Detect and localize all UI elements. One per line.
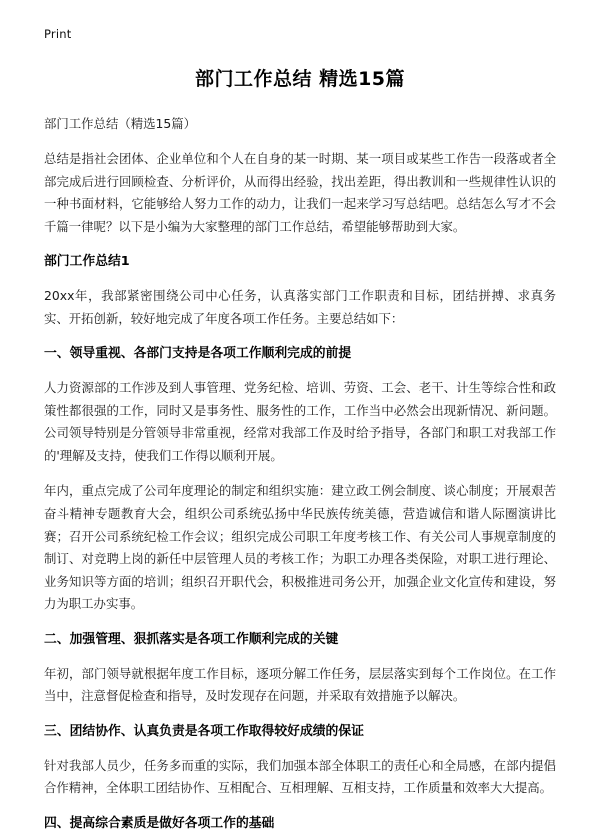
- section-heading: 二、加强管理、狠抓落实是各项工作顺利完成的关键: [44, 631, 339, 647]
- section-heading: 三、团结协作、认真负责是各项工作取得较好成绩的保证: [44, 723, 364, 739]
- section-heading: 一、领导重视、各部门支持是各项工作顺利完成的前提: [44, 346, 352, 362]
- body-paragraph: 针对我部人员少，任务多而重的实际，我们加强本部全体职工的责任心和全局感，在部内提倡合作精神，全体职工团结协作、互相配合、互相理解、互相支持，工作质量和效率大大提高。: [44, 757, 556, 796]
- print-button[interactable]: Print: [44, 27, 72, 41]
- body-paragraph: 20xx年，我部紧密围绕公司中心任务，认真落实部门工作职责和目标，团结拼搏、求真务实、开拓创新，较好地完成了年度各项工作任务。主要总结如下：: [44, 288, 556, 326]
- body-paragraph: 总结是指社会团体、企业单位和个人在自身的某一时期、某一项目或某些工作告一段落或者全部完成后进行回顾检查、分析评价，从而得出经验，找出差距，得出教训和一些规律性认识的一种书面材料，它能够给人努力工作的动力，让我们一起来学习写总结吧。总结怎么写才不会千篇一律呢？以下是小编为大家整理的部门工作总结，希望能够帮助到大家。: [44, 151, 556, 234]
- section-heading: 四、提高综合素质是做好各项工作的基础: [44, 815, 275, 831]
- document-subtitle: 部门工作总结（精选15篇）: [44, 115, 197, 131]
- body-paragraph: 年初，部门领导就根据年度工作目标，逐项分解工作任务，层层落实到每个工作岗位。在工作当中，注意督促检查和指导，及时发现存在问题，并采取有效措施予以解决。: [44, 665, 556, 704]
- section-heading: 部门工作总结1: [44, 254, 130, 270]
- body-paragraph: 人力资源部的工作涉及到人事管理、党务纪检、培训、劳资、工会、老干、计生等综合性和政策性都很强的工作，同时又是事务性、服务性的工作，工作当中必然会出现新情况、新问题。公司领导特别是分管领导非常重视，经常对我部工作及时给予指导，各部门和职工对我部工作的'理解及支持，使我们工作得以顺利开展。: [44, 380, 556, 463]
- document-body: [44, 148, 556, 834]
- page-title: 部门工作总结 精选15篇: [194, 67, 406, 90]
- body-paragraph: 年内，重点完成了公司年度理论的制定和组织实施：建立政工例会制度、谈心制度；开展艰苦奋斗精神专题教育大会，组织公司系统弘扬中华民族传统美德，营造诚信和谐人际圈演讲比赛；召开公司系统纪检工作会议；组织完成公司职工年度考核工作、有关公司人事规章制度的制订、对竞聘上岗的新任中层管理人员的考核工作；为职工办理各类保险，对职工进行理论、业务知识等方面的培训；组织召开职代会，积极推进司务公开，加强企业文化宣传和建设，努力为职工办实事。: [44, 483, 556, 612]
